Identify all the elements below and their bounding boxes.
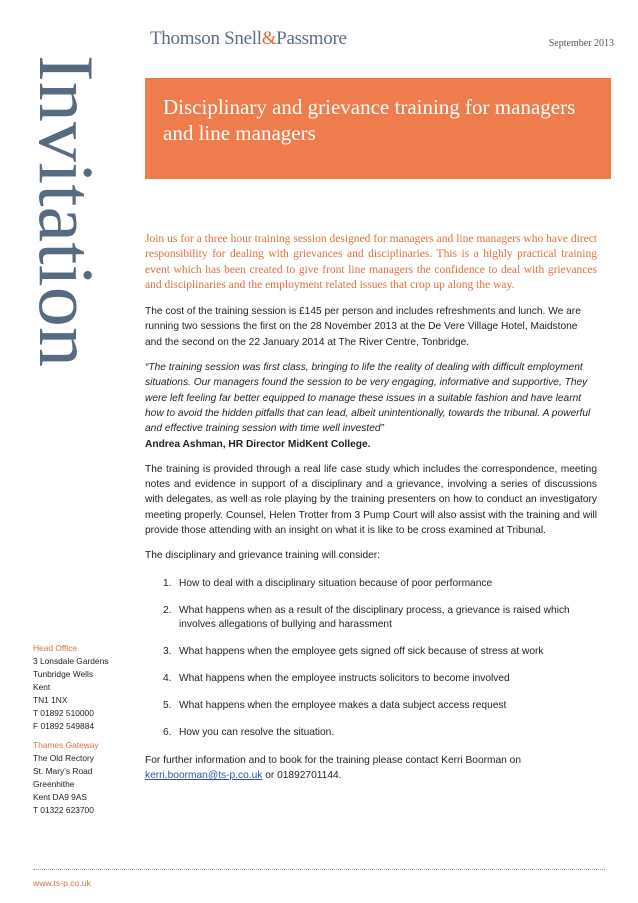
list-item: [145, 645, 597, 659]
footer-divider: [33, 869, 605, 870]
list-text: How to deal with a disciplinary situation because of poor performance: [179, 577, 493, 589]
list-text: What happens when the employee gets signed off sick because of stress at work: [179, 645, 544, 657]
list-item: [145, 726, 597, 740]
list-number: 3.: [163, 645, 172, 657]
contact-text: For further information and to book for the training please contact Kerri Boorman on: [145, 754, 522, 766]
banner-title: Disciplinary and grievance training for managers and line managers: [163, 95, 576, 145]
company-logo: [150, 28, 347, 50]
logo-ampersand: &: [261, 28, 277, 49]
list-number: 4.: [163, 672, 172, 684]
main-content: [145, 232, 597, 783]
list-item: [145, 577, 597, 591]
list-number: 1.: [163, 577, 172, 589]
address-line: Kent: [33, 682, 51, 692]
contact-email-link[interactable]: kerri.boorman@ts-p.co.uk: [145, 769, 263, 781]
footer-website[interactable]: www.ts-p.co.uk: [33, 878, 91, 888]
logo-text-1: Thomson Snell: [150, 28, 262, 49]
address-line: Greenhithe: [33, 779, 75, 789]
head-office-address: [33, 642, 143, 733]
testimonial-quote: “The training session was first class, bringing to life the reality of dealing with difficult employment situations. Our managers found the session to be very engaging, informative and supportive, They were left feeling far better equipped to manage these issues in a suitable fashion and have learnt how to avoid the hidden pitfalls that can lead, albeit unintentionally, towards the tribunal. A powerful and effective training session with time well invested”: [145, 362, 591, 435]
list-text: What happens when as a result of the disciplinary process, a grievance is raised which involves allegations of bullying and harassment: [179, 604, 570, 630]
cost-paragraph: The cost of the training session is £145 per person and includes refreshments and lunch. We are running two sessions the first on the 28 November 2013 at the De Vere Village Hotel, Maidstone and the second on the 22 January 2014 at The River Centre, Tonbridge.: [145, 306, 581, 348]
list-item: [145, 699, 597, 713]
list-number: 6.: [163, 726, 172, 738]
topics-list: [145, 577, 597, 740]
phone-line: T 01322 623700: [33, 805, 94, 815]
phone-line: T 01892 510000: [33, 708, 94, 718]
fax-line: F 01892 549884: [33, 721, 95, 731]
invitation-title: [10, 55, 122, 367]
address-line: Tunbridge Wells: [33, 669, 94, 679]
list-text: How you can resolve the situation.: [179, 726, 335, 738]
list-number: 5.: [163, 699, 172, 711]
thames-gateway-title: Thames Gateway: [33, 740, 99, 750]
address-line: Kent DA9 9AS: [33, 792, 88, 802]
contact-paragraph: [145, 753, 597, 784]
document-date: September 2013: [548, 38, 614, 49]
consider-heading: The disciplinary and grievance training will consider:: [145, 550, 380, 562]
list-number: 2.: [163, 604, 172, 616]
intro-paragraph: Join us for a three hour training session designed for managers and line managers who have direct responsibility for dealing with grievances and disciplinaries. This is a highly practical training event which has been created to give front line managers the confidence to deal with grievances and disciplinaries and the employment related issues that crop up along the way.: [145, 233, 597, 291]
list-text: What happens when the employee makes a data subject access request: [179, 699, 507, 711]
address-line: The Old Rectory: [33, 753, 94, 763]
address-line: TN1 1NX: [33, 695, 68, 705]
thames-gateway-address: [33, 739, 143, 817]
case-study-paragraph: The training is provided through a real life case study which includes the correspondence, meeting notes and evidence in support of a disciplinary and a grievance, involving a series of discussions with delegates, as well as role playing by the training presenters on how to conduct an investigatory meeting properly. Counsel, Helen Trotter from 3 Pump Court will also assist with the training and will provide those attending with an insight on what it is like to be cross examined at Tribunal.: [145, 463, 597, 537]
list-item: [145, 604, 597, 632]
list-item: [145, 672, 597, 686]
logo-text-2: Passmore: [276, 28, 347, 49]
address-line: St. Mary’s Road: [33, 766, 93, 776]
title-banner: [145, 78, 611, 179]
invitation-text: Invitation: [23, 55, 110, 359]
address-line: 3 Lonsdale Gardens: [33, 656, 109, 666]
head-office-title: Head Office: [33, 643, 78, 653]
testimonial-attribution: Andrea Ashman, HR Director MidKent College.: [145, 438, 371, 450]
contact-phone: or 01892701144.: [262, 769, 342, 781]
list-text: What happens when the employee instructs solicitors to become involved: [179, 672, 510, 684]
